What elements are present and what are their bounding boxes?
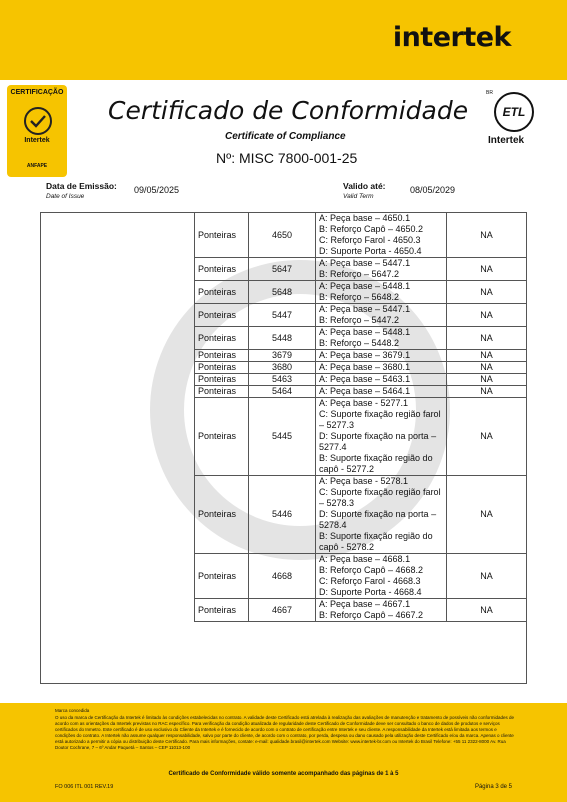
status-cell: NA (447, 213, 527, 258)
intertek-logo: intertek (392, 22, 511, 53)
badge-title: CERTIFICAÇÃO (10, 89, 64, 96)
status-cell: NA (447, 386, 527, 398)
part-code-cell: 4650 (249, 213, 316, 258)
components-cell (316, 362, 447, 374)
component-line: A: Peça base – 4668.1 (319, 554, 411, 564)
component-line: A: Peça base – 3680.1 (319, 362, 411, 372)
part-code-cell: 5446 (249, 476, 316, 554)
component-line: D: Suporte Porta - 4650.4 (319, 246, 422, 256)
components-cell (316, 213, 447, 258)
document-subtitle: Certificate of Compliance (225, 131, 346, 142)
component-line: B: Suporte fixação região do capô - 5277.2 (319, 453, 433, 474)
table-row (195, 374, 527, 386)
valid-date-sublabel: Valid Term (343, 193, 374, 200)
component-line: A: Peça base - 5277.1 (319, 398, 409, 408)
component-line: D: Suporte fixação na porta – 5277.4 (319, 431, 437, 452)
part-code-cell: 5463 (249, 374, 316, 386)
table-row (195, 304, 527, 327)
part-type-cell: Ponteiras (195, 304, 249, 327)
part-code-cell: 5648 (249, 281, 316, 304)
component-line: A: Peça base – 3679.1 (319, 350, 411, 360)
legal-text: O uso da marca de Certificação da Intertek é limitado às condições estabelecidas no contrato. A validade deste Certificado está atrelada à realização das avaliações de manutenção e tratamento de possíveis não conformidades de acordo com as orientações da Intertek previstas no RAC específico. Para verificação da condição atualizada de regularidade deste Certificado de Conformidade deve ser consultado o banco de dados de produtos e serviços certificados do Inmetro. Este certificado é de uso exclusivo do Cliente da Intertek e é fornecido de acordo com o contrato de certificação entre Intertek e seu cliente. A responsabilidade da Intertek está limitada aos termos e condições do contrato. A Intertek não assume qualquer responsabilidade, salvo por parte do cliente, de acordo com o contrato, por perda, despesa ou dano causado pela utilização deste Certificado e/ou da marca. Apenas o cliente está autorizado a permitir a cópia ou distribuição deste Certificado. Para mais informações, contate: e-mail: qualidade.brasil@intertek.com Website: www.intertek-br.com ou Intertek do Brasil Telefone: +55 11 2322-8000 Av. Rua Doutor Cochrane, 7 – 6º Andar Paquetá – Santos – CEP 11013-100 (55, 715, 515, 750)
part-code-cell: 5447 (249, 304, 316, 327)
component-line: B: Reforço Capô – 4667.2 (319, 610, 424, 620)
part-code-cell: 3679 (249, 350, 316, 362)
part-code-cell: 5464 (249, 386, 316, 398)
component-line: A: Peça base – 5448.1 (319, 327, 411, 337)
components-cell (316, 258, 447, 281)
part-code-cell: 5448 (249, 327, 316, 350)
component-line: B: Reforço – 5448.2 (319, 338, 400, 348)
part-type-cell: Ponteiras (195, 554, 249, 599)
etl-mark (488, 92, 538, 158)
table-row (195, 476, 527, 554)
part-type-cell: Ponteiras (195, 386, 249, 398)
part-code-cell: 4667 (249, 599, 316, 622)
components-cell (316, 304, 447, 327)
component-line: B: Reforço Capô – 4650.2 (319, 224, 424, 234)
page-number: Página 3 de 5 (474, 784, 512, 790)
component-line: C: Reforço Farol - 4650.3 (319, 235, 421, 245)
status-cell: NA (447, 398, 527, 476)
component-line: A: Peça base – 5447.1 (319, 258, 411, 268)
part-type-cell: Ponteiras (195, 281, 249, 304)
table-row (195, 398, 527, 476)
status-cell: NA (447, 281, 527, 304)
table-row (195, 327, 527, 350)
certification-badge (7, 85, 67, 177)
etl-logo-icon: ETL (494, 92, 534, 132)
form-code: FO 006 ITL 001 REV.19 (55, 784, 114, 790)
part-type-cell: Ponteiras (195, 327, 249, 350)
badge-brand: Intertek (24, 137, 50, 144)
status-cell: NA (447, 362, 527, 374)
component-line: A: Peça base – 5448.1 (319, 281, 411, 291)
table-row (195, 281, 527, 304)
part-type-cell: Ponteiras (195, 213, 249, 258)
status-cell: NA (447, 476, 527, 554)
issue-date-sublabel: Date of Issue (46, 193, 85, 200)
component-line: C: Suporte fixação região farol – 5278.3 (319, 487, 441, 508)
status-cell: NA (447, 327, 527, 350)
component-line: B: Reforço – 5648.2 (319, 292, 400, 302)
legal-title: Marca concedida (55, 708, 90, 713)
components-cell (316, 599, 447, 622)
document-title: Certificado de Conformidade (108, 96, 469, 125)
certificate-number: Nº: MISC 7800-001-25 (216, 150, 358, 166)
status-cell: NA (447, 258, 527, 281)
etl-country: BR (486, 90, 493, 96)
component-line: B: Reforço – 5647.2 (319, 269, 400, 279)
status-cell: NA (447, 599, 527, 622)
checkmark-icon (24, 107, 52, 135)
table-row (195, 258, 527, 281)
component-line: B: Reforço Capô – 4668.2 (319, 565, 424, 575)
status-cell: NA (447, 554, 527, 599)
components-cell (316, 476, 447, 554)
part-type-cell: Ponteiras (195, 258, 249, 281)
component-line: B: Suporte fixação região do capô - 5278.2 (319, 531, 433, 552)
status-cell: NA (447, 374, 527, 386)
part-code-cell: 5445 (249, 398, 316, 476)
component-line: A: Peça base – 4667.1 (319, 599, 411, 609)
component-line: A: Peça base – 5463.1 (319, 374, 411, 384)
anfape-logo: ANFAPE (26, 163, 48, 169)
status-cell: NA (447, 350, 527, 362)
component-line: D: Suporte fixação na porta – 5278.4 (319, 509, 437, 530)
valid-date-value: 08/05/2029 (410, 185, 456, 195)
component-line: A: Peça base – 5464.1 (319, 386, 411, 396)
issue-date-label: Data de Emissão: (46, 181, 117, 191)
part-type-cell: Ponteiras (195, 599, 249, 622)
status-cell: NA (447, 304, 527, 327)
table-row (195, 554, 527, 599)
part-code-cell: 4668 (249, 554, 316, 599)
table-row (195, 386, 527, 398)
component-line: A: Peça base – 4650.1 (319, 213, 411, 223)
components-cell (316, 398, 447, 476)
components-cell (316, 374, 447, 386)
etl-name: Intertek (488, 135, 525, 146)
components-cell (316, 281, 447, 304)
part-type-cell: Ponteiras (195, 398, 249, 476)
table-row (195, 362, 527, 374)
validity-footnote: Certificado de Conformidade válido somente acompanhado das páginas de 1 à 5 (168, 771, 399, 777)
component-line: C: Suporte fixação região farol – 5277.3 (319, 409, 441, 430)
components-cell (316, 327, 447, 350)
component-line: B: Reforço – 5447.2 (319, 315, 400, 325)
valid-date-label: Valido até: (343, 181, 386, 191)
components-cell (316, 386, 447, 398)
component-line: D: Suporte Porta - 4668.4 (319, 587, 422, 597)
table-row (195, 213, 527, 258)
components-cell (316, 554, 447, 599)
part-code-cell: 5647 (249, 258, 316, 281)
parts-table (194, 212, 527, 622)
part-type-cell: Ponteiras (195, 476, 249, 554)
part-code-cell: 3680 (249, 362, 316, 374)
component-line: A: Peça base - 5278.1 (319, 476, 409, 486)
component-line: A: Peça base – 5447.1 (319, 304, 411, 314)
components-cell (316, 350, 447, 362)
table-row (195, 350, 527, 362)
table-row (195, 599, 527, 622)
part-type-cell: Ponteiras (195, 374, 249, 386)
component-line: C: Reforço Farol - 4668.3 (319, 576, 421, 586)
issue-date-value: 09/05/2025 (134, 185, 180, 195)
part-type-cell: Ponteiras (195, 350, 249, 362)
part-type-cell: Ponteiras (195, 362, 249, 374)
